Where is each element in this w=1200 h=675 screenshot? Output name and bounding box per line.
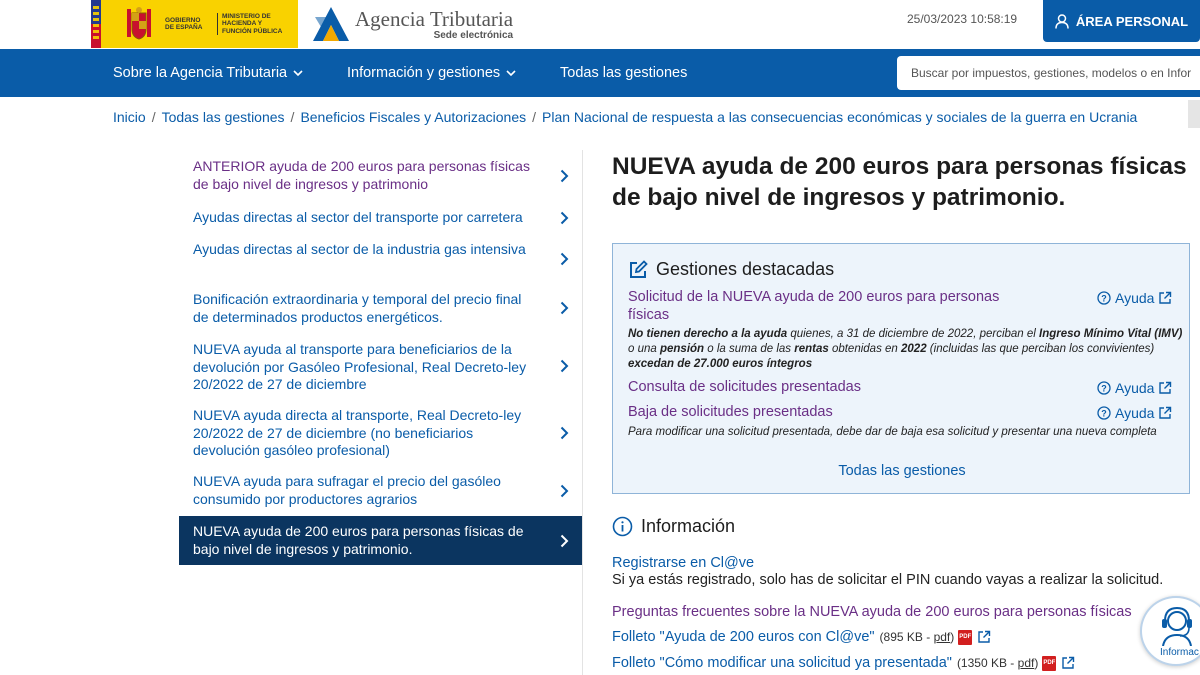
- breadcrumb-todas-gestiones[interactable]: Todas las gestiones: [161, 109, 285, 125]
- agency-emblem-icon: [309, 5, 353, 43]
- note-bold: Ingreso Mínimo Vital (IMV): [1039, 328, 1183, 340]
- nav-item-label: Sobre la Agencia Tributaria: [113, 65, 288, 81]
- eu-flag-strip: [91, 0, 101, 48]
- ayuda-link-consulta[interactable]: [1097, 380, 1172, 396]
- sidebar-item-label: Ayudas directas al sector de la industria gas intensiva: [193, 241, 526, 257]
- requisitos-note: [628, 327, 1188, 372]
- chevron-right-icon: [560, 169, 569, 183]
- informacion-heading: [612, 516, 735, 537]
- consulta-solicitudes-link[interactable]: Consulta de solicitudes presentadas: [628, 379, 861, 395]
- personal-area-label: ÁREA PERSONAL: [1075, 13, 1189, 29]
- sidebar-item-transporte-carretera[interactable]: [179, 202, 583, 234]
- file-type: pdf: [1017, 656, 1035, 670]
- sidebar-item-label: Ayudas directas al sector del transporte por carretera: [193, 209, 523, 225]
- note-text: quienes, a 31 de diciembre de 2022, perciban el: [787, 328, 1040, 340]
- pdf-icon: PDF: [958, 630, 972, 645]
- note-text: (incluidas las que perciban los convivientes): [926, 343, 1155, 355]
- sidebar-item-ayuda-directa-transporte[interactable]: [179, 399, 583, 466]
- scrollbar[interactable]: [1188, 100, 1200, 128]
- folleto-clave-row: [612, 629, 991, 645]
- ayuda-link-solicitud[interactable]: [1097, 290, 1172, 306]
- headset-agent-icon: [1157, 604, 1197, 646]
- file-size: (895 KB -: [879, 630, 934, 644]
- breadcrumb-separator: /: [151, 109, 156, 125]
- help-circle-icon: [1097, 381, 1111, 395]
- info-heading-text: Información: [641, 516, 736, 536]
- external-link-icon[interactable]: [1061, 656, 1075, 670]
- ayuda-link-baja[interactable]: [1097, 405, 1172, 421]
- chevron-right-icon: [560, 534, 569, 548]
- chevron-right-icon: [560, 484, 569, 498]
- sidebar-item-label: NUEVA ayuda al transporte para beneficiarios de la devolución por Gasóleo Profesional, Real Decreto-ley 20/2022 de 27 de diciembre: [193, 341, 527, 392]
- external-link-icon: [1158, 406, 1172, 420]
- svg-text:?: ?: [1101, 383, 1107, 394]
- agency-name: Agencia Tributaria: [355, 6, 514, 31]
- breadcrumb-separator: /: [290, 109, 295, 125]
- sidebar-item-ayuda-transporte-gasoleo[interactable]: [179, 333, 583, 399]
- external-link-icon: [1158, 291, 1172, 305]
- breadcrumb-plan-nacional[interactable]: Plan Nacional de respuesta a las consecuencias económicas y sociales de la guerra en Ucrania: [542, 109, 1138, 125]
- breadcrumb-beneficios-fiscales[interactable]: Beneficios Fiscales y Autorizaciones: [300, 109, 527, 125]
- sidebar-item-anterior-ayuda[interactable]: [179, 150, 583, 202]
- note-bold: rentas: [794, 343, 829, 355]
- gestiones-destacadas-panel: [612, 243, 1190, 494]
- note-bold: No tienen derecho a la ayuda: [628, 328, 788, 340]
- breadcrumb-separator: /: [532, 109, 536, 125]
- sidebar-item-bonificacion[interactable]: [179, 283, 583, 333]
- edit-icon: [628, 260, 648, 280]
- note-text: o una: [628, 343, 660, 355]
- breadcrumb: [113, 109, 1137, 125]
- page-title: NUEVA ayuda de 200 euros para personas físicas de bajo nivel de ingresos y patrimonio.: [612, 153, 1187, 211]
- external-link-icon[interactable]: [977, 630, 991, 644]
- file-meta-close: ): [1034, 656, 1039, 670]
- nav-todas-gestiones[interactable]: [560, 65, 687, 81]
- personal-area-button[interactable]: [1043, 0, 1200, 42]
- sidebar-item-label: NUEVA ayuda directa al transporte, Real Decreto-ley 20/2022 de 27 de diciembre (no beneficiarios devolución gasóleo profesional): [193, 407, 522, 458]
- coat-of-arms-icon: [119, 4, 159, 44]
- svg-text:?: ?: [1101, 408, 1107, 419]
- gestiones-destacadas-heading: [628, 259, 834, 280]
- note-bold: pensión: [659, 343, 705, 355]
- solicitud-ayuda-link[interactable]: Solicitud de la NUEVA ayuda de 200 euros para personas físicas: [628, 289, 1000, 323]
- pdf-icon: PDF: [1042, 656, 1056, 671]
- note-bold: excedan de 27.000 euros íntegros: [628, 358, 813, 370]
- sidebar-item-nueva-ayuda-200[interactable]: [179, 516, 583, 565]
- breadcrumb-inicio[interactable]: Inicio: [113, 109, 146, 125]
- baja-solicitudes-link[interactable]: Baja de solicitudes presentadas: [628, 404, 833, 420]
- help-link-label: Ayuda: [1115, 290, 1155, 306]
- assistant-label: Informac: [1160, 647, 1199, 658]
- file-meta: [880, 630, 955, 644]
- search-input[interactable]: [897, 56, 1200, 90]
- preguntas-frecuentes-link[interactable]: Preguntas frecuentes sobre la NUEVA ayuda de 200 euros para personas físicas: [612, 604, 1132, 620]
- chevron-down-icon: [293, 70, 303, 77]
- info-icon: [612, 516, 633, 537]
- agency-logo[interactable]: [309, 4, 513, 44]
- registro-info-text: Si ya estás registrado, solo has de solicitar el PIN cuando vayas a realizar la solicitud.: [612, 572, 1164, 588]
- file-size: (1350 KB -: [956, 656, 1018, 670]
- chevron-down-icon: [506, 70, 516, 77]
- folleto-modificar-link[interactable]: Folleto "Cómo modificar una solicitud ya presentada": [612, 655, 952, 671]
- search-box: [897, 56, 1200, 90]
- external-link-icon: [1158, 381, 1172, 395]
- nav-informacion-gestiones[interactable]: [347, 65, 516, 81]
- folleto-modificar-row: [612, 655, 1075, 671]
- note-text: o la suma de las: [704, 343, 795, 355]
- sidebar-item-gasoleo-agrario[interactable]: [179, 466, 583, 516]
- chevron-right-icon: [560, 211, 569, 225]
- sidebar-item-label: NUEVA ayuda de 200 euros para personas físicas de bajo nivel de ingresos y patrimonio.: [193, 523, 524, 557]
- help-link-label: Ayuda: [1115, 405, 1155, 421]
- ministry-text: MINISTERIO DE HACIENDA Y FUNCIÓN PÚBLICA: [217, 13, 287, 36]
- chevron-right-icon: [560, 252, 569, 266]
- help-link-label: Ayuda: [1115, 380, 1155, 396]
- main-nav: [0, 49, 1200, 97]
- sidebar-item-label: NUEVA ayuda para sufragar el precio del gasóleo consumido por productores agrarios: [193, 473, 501, 507]
- government-logo[interactable]: [91, 0, 298, 48]
- help-circle-icon: [1097, 291, 1111, 305]
- svg-text:?: ?: [1101, 293, 1107, 304]
- nav-item-label: Información y gestiones: [347, 65, 501, 81]
- sidebar-item-label: ANTERIOR ayuda de 200 euros para personas físicas de bajo nivel de ingresos y patrimonio: [193, 158, 530, 192]
- panel-heading-text: Gestiones destacadas: [656, 259, 835, 279]
- sidebar-item-industria-gas[interactable]: [179, 234, 583, 283]
- gov-text: GOBIERNO DE ESPAÑA: [165, 16, 203, 31]
- note-bold: 2022: [901, 343, 927, 355]
- registrarse-clave-link[interactable]: Registrarse en Cl@ve: [612, 555, 755, 571]
- folleto-clave-link[interactable]: Folleto "Ayuda de 200 euros con Cl@ve": [612, 629, 875, 645]
- sidebar-divider: [582, 150, 583, 675]
- chevron-right-icon: [560, 359, 569, 373]
- user-icon: [1055, 14, 1069, 29]
- chevron-right-icon: [560, 426, 569, 440]
- chevron-right-icon: [560, 301, 569, 315]
- file-meta: [957, 656, 1038, 670]
- top-header: [0, 0, 1200, 49]
- current-datetime: 25/03/2023 10:58:19: [907, 12, 1018, 26]
- sidebar-nav: [179, 150, 583, 565]
- nav-item-label: Todas las gestiones: [560, 65, 688, 81]
- agency-subtitle: Sede electrónica: [433, 29, 514, 41]
- sidebar-item-label: Bonificación extraordinaria y temporal del precio final de determinados productos energéticos.: [193, 291, 522, 325]
- note-text: obtenidas en: [828, 343, 902, 355]
- nav-sobre-agencia[interactable]: [113, 65, 303, 81]
- virtual-assistant-button[interactable]: [1140, 596, 1200, 666]
- modificar-note: Para modificar una solicitud presentada, debe dar de baja esa solicitud y presentar una nueva completa: [628, 426, 1157, 438]
- todas-gestiones-link[interactable]: Todas las gestiones: [838, 463, 966, 479]
- file-type: pdf: [933, 630, 951, 644]
- file-meta-close: ): [950, 630, 955, 644]
- help-circle-icon: [1097, 406, 1111, 420]
